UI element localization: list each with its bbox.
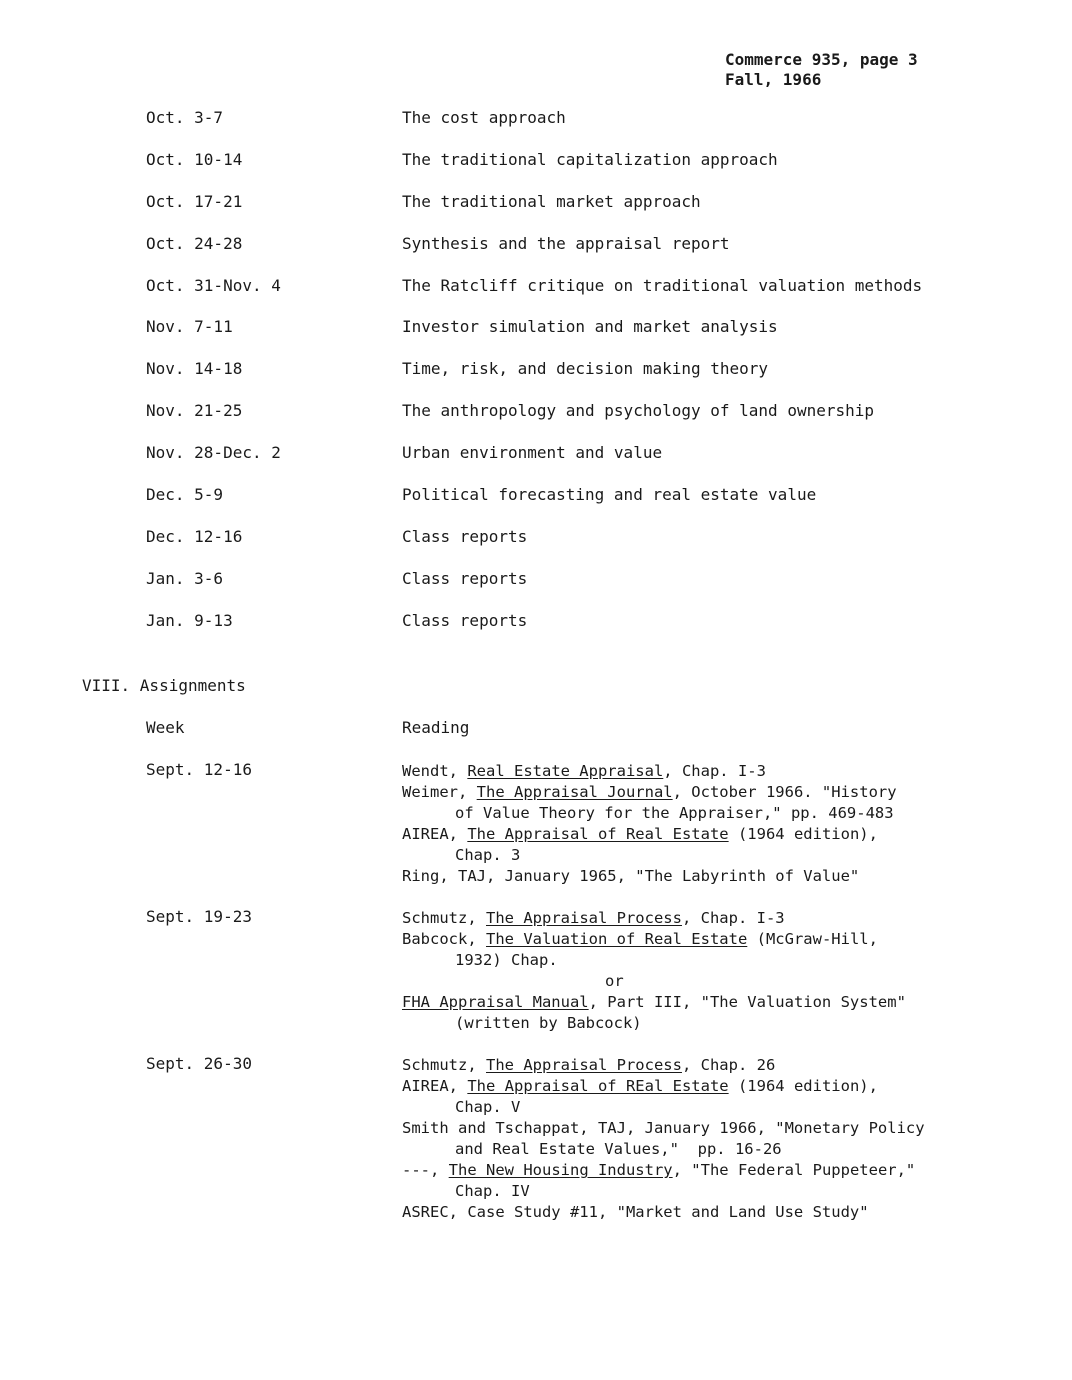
assignment-readings (402, 908, 906, 1034)
reading-line (402, 866, 897, 887)
schedule-topic: Urban environment and value (402, 443, 663, 463)
reading-text: , Part III, "The Valuation System" (588, 993, 906, 1011)
reading-text: , Chap. 26 (681, 1056, 776, 1074)
reading-text: 1932) Chap. (455, 951, 558, 969)
reading-title: The Appraisal Process (486, 1056, 682, 1074)
schedule-row (146, 276, 1046, 318)
schedule-topic: Investor simulation and market analysis (402, 317, 778, 337)
schedule-list (146, 108, 1046, 653)
reading-text: Chap. V (455, 1098, 521, 1116)
reading-text: Wendt, (402, 762, 468, 780)
assignment-week: Sept. 26-30 (146, 1054, 252, 1073)
reading-line (402, 1181, 925, 1202)
reading-line (402, 1013, 906, 1034)
schedule-dates: Oct. 17-21 (146, 191, 243, 211)
column-header-reading: Reading (402, 718, 470, 737)
reading-line (402, 1055, 925, 1076)
reading-line (402, 971, 906, 992)
schedule-topic: The cost approach (402, 108, 566, 127)
schedule-row (146, 443, 1046, 485)
schedule-topic: The traditional capitalization approach (402, 149, 778, 169)
reading-line (402, 1076, 925, 1097)
reading-text: , Chap. I-3 (681, 909, 785, 927)
assignment-week: Sept. 12-16 (146, 760, 252, 779)
schedule-topic: The traditional market approach (402, 191, 701, 211)
reading-title: The Appraisal of Real Estate (467, 825, 729, 843)
reading-text: ---, (402, 1161, 449, 1179)
reading-line (402, 1118, 925, 1139)
schedule-dates: Dec. 5-9 (146, 485, 224, 505)
schedule-dates: Oct. 24-28 (146, 233, 243, 253)
schedule-dates: Jan. 9-13 (146, 610, 233, 630)
schedule-row (146, 401, 1046, 443)
schedule-row (146, 317, 1046, 359)
reading-text: or (605, 972, 624, 990)
reading-text: (written by Babcock) (455, 1014, 642, 1032)
reading-text: , Chap. I-3 (663, 762, 766, 780)
reading-text: Smith and Tschappat, TAJ, January 1966, "Monetary Policy (402, 1119, 925, 1137)
schedule-dates: Jan. 3-6 (146, 568, 224, 588)
assignment-readings (402, 1055, 925, 1223)
reading-text: AIREA, (402, 825, 468, 843)
reading-line (402, 761, 897, 782)
reading-line (402, 929, 906, 950)
reading-text: Weimer, (402, 783, 477, 801)
reading-text: AIREA, (402, 1077, 468, 1095)
reading-text: (1964 edition), (728, 825, 878, 843)
schedule-dates: Oct. 3-7 (146, 108, 224, 127)
reading-line (402, 1202, 925, 1223)
schedule-dates: Nov. 14-18 (146, 359, 243, 379)
schedule-dates: Oct. 10-14 (146, 149, 243, 169)
reading-title: Real Estate Appraisal (467, 762, 664, 780)
reading-line (402, 908, 906, 929)
schedule-dates: Oct. 31-Nov. 4 (146, 275, 281, 295)
schedule-dates: Nov. 7-11 (146, 317, 233, 337)
reading-title: FHA Appraisal Manual (402, 993, 589, 1011)
column-header-week: Week (146, 718, 185, 737)
reading-line (402, 824, 897, 845)
reading-text: (1964 edition), (728, 1077, 878, 1095)
reading-text: Ring, TAJ, January 1965, "The Labyrinth of Value" (402, 867, 860, 885)
schedule-topic: Class reports (402, 526, 528, 546)
reading-text: Babcock, (402, 930, 486, 948)
header-course-page: Commerce 935, page 3 (725, 50, 918, 69)
schedule-row (146, 611, 1046, 653)
schedule-dates: Dec. 12-16 (146, 526, 243, 546)
schedule-topic: Class reports (402, 568, 528, 588)
reading-line (402, 992, 906, 1013)
reading-line (402, 1097, 925, 1118)
schedule-row (146, 108, 1046, 150)
reading-text: Schmutz, (402, 909, 486, 927)
reading-text: and Real Estate Values," pp. 16-26 (455, 1140, 782, 1158)
reading-title: The Appraisal Process (486, 909, 682, 927)
assignment-readings (402, 761, 897, 887)
reading-line (402, 950, 906, 971)
reading-text: , October 1966. "History (672, 783, 897, 801)
schedule-topic: Synthesis and the appraisal report (402, 233, 730, 253)
assignment-week: Sept. 19-23 (146, 907, 252, 926)
reading-text: Chap. IV (455, 1182, 530, 1200)
header-term: Fall, 1966 (725, 70, 822, 89)
schedule-dates: Nov. 28-Dec. 2 (146, 443, 281, 463)
schedule-topic: The anthropology and psychology of land ownership (402, 401, 875, 421)
reading-title: The Valuation of Real Estate (486, 930, 748, 948)
schedule-topic: The Ratcliff critique on traditional valuation methods (402, 275, 923, 295)
reading-text: ASREC, Case Study #11, "Market and Land Use Study" (402, 1203, 869, 1221)
reading-title: The New Housing Industry (448, 1161, 673, 1179)
schedule-topic: Time, risk, and decision making theory (402, 359, 769, 379)
schedule-row (146, 150, 1046, 192)
reading-line (402, 1139, 925, 1160)
schedule-dates: Nov. 21-25 (146, 401, 243, 421)
reading-text: (McGraw-Hill, (747, 930, 878, 948)
reading-line (402, 803, 897, 824)
reading-text: , "The Federal Puppeteer," (672, 1161, 916, 1179)
reading-line (402, 845, 897, 866)
reading-text: of Value Theory for the Appraiser," pp. 469-483 (455, 804, 894, 822)
schedule-row (146, 485, 1046, 527)
schedule-row (146, 234, 1046, 276)
schedule-topic: Political forecasting and real estate value (402, 485, 817, 505)
schedule-row (146, 359, 1046, 401)
reading-line (402, 1160, 925, 1181)
reading-text: Schmutz, (402, 1056, 486, 1074)
page-header (725, 50, 918, 90)
reading-text: Chap. 3 (455, 846, 521, 864)
schedule-row (146, 569, 1046, 611)
reading-title: The Appraisal of REal Estate (467, 1077, 729, 1095)
schedule-topic: Class reports (402, 610, 528, 630)
schedule-row (146, 527, 1046, 569)
section-title: VIII. Assignments (82, 676, 246, 695)
schedule-row (146, 192, 1046, 234)
reading-line (402, 782, 897, 803)
reading-title: The Appraisal Journal (476, 783, 673, 801)
